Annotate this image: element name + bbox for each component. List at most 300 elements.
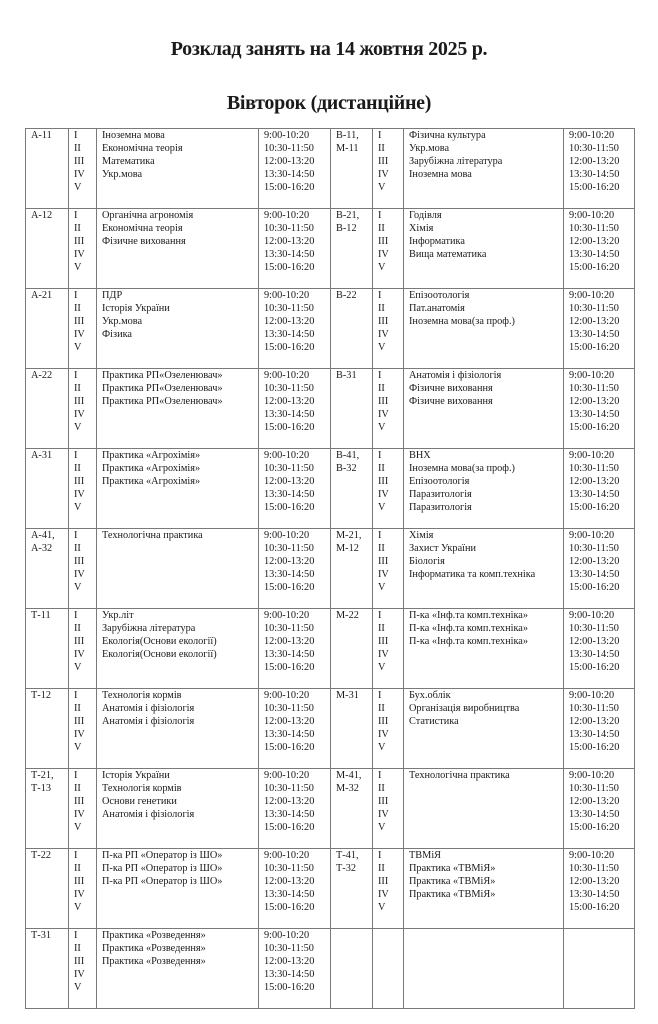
time-slot: 9:00-10:20	[569, 450, 615, 461]
group-cell	[331, 209, 373, 289]
period-number: III	[74, 875, 85, 887]
period-number: V	[378, 341, 386, 353]
group-cell	[26, 689, 69, 769]
time-slot: 9:00-10:20	[569, 370, 615, 381]
time-slot: 9:00-10:20	[264, 530, 310, 541]
time-slot: 15:00-16:20	[264, 661, 315, 673]
page-subtitle: Вівторок (дистанційне)	[226, 92, 432, 114]
period-number-cell	[373, 769, 404, 849]
period-number: I	[378, 690, 382, 701]
time-slot: 9:00-10:20	[569, 210, 615, 221]
period-number: II	[378, 622, 385, 634]
time-slot: 12:00-13:20	[569, 875, 620, 887]
period-number: III	[74, 635, 85, 647]
period-number: II	[378, 702, 385, 714]
time-slot: 15:00-16:20	[264, 181, 315, 193]
group-cell	[331, 769, 373, 849]
time-slot: 9:00-10:20	[264, 850, 310, 861]
table-row	[26, 209, 635, 289]
group-name: В-41,	[336, 450, 360, 461]
subject-name: Хімія	[409, 222, 434, 234]
period-number: IV	[378, 728, 389, 740]
period-number: III	[74, 155, 85, 167]
subject-name: Зарубіжна література	[409, 155, 503, 167]
subject-name: Зарубіжна література	[102, 622, 196, 634]
period-number: IV	[378, 568, 389, 580]
group-cell	[331, 529, 373, 609]
subject-name: Фізика	[102, 328, 132, 340]
time-slot: 15:00-16:20	[569, 821, 620, 833]
period-number-cell	[69, 849, 97, 929]
period-number: IV	[74, 888, 85, 900]
group-name: А-21	[31, 290, 53, 301]
subject-name: Іноземна мова(за проф.)	[409, 315, 515, 327]
times-cell	[564, 609, 635, 689]
time-slot: 15:00-16:20	[569, 501, 620, 513]
group-cell	[331, 289, 373, 369]
subject-name: Фізичне виховання	[102, 235, 186, 247]
subject-name: Захист України	[409, 542, 477, 554]
subject-name: Укр.мова	[102, 168, 143, 180]
time-slot: 10:30-11:50	[264, 942, 314, 954]
times-cell	[259, 849, 331, 929]
period-number: IV	[74, 968, 85, 980]
times-cell	[564, 849, 635, 929]
time-slot: 9:00-10:20	[264, 210, 310, 221]
period-number: I	[378, 290, 382, 301]
subjects-cell	[404, 769, 564, 849]
time-slot: 10:30-11:50	[569, 142, 619, 154]
subject-name: Вища математика	[409, 248, 487, 260]
time-slot: 10:30-11:50	[264, 462, 314, 474]
time-slot: 13:30-14:50	[569, 488, 620, 500]
time-slot: 10:30-11:50	[569, 622, 619, 634]
group-name: А-11	[31, 130, 52, 141]
time-slot: 13:30-14:50	[264, 568, 315, 580]
group-name: М-11	[336, 142, 359, 154]
table-row	[26, 689, 635, 769]
period-number: I	[74, 530, 78, 541]
times-cell	[259, 929, 331, 1009]
group-name: В-12	[336, 222, 357, 234]
group-name: Т-41,	[336, 850, 359, 861]
subject-name: П-ка «Інф.та комп.техніка»	[409, 635, 529, 647]
period-number: V	[74, 821, 82, 833]
times-cell	[259, 129, 331, 209]
period-number: II	[74, 622, 81, 634]
time-slot: 9:00-10:20	[569, 130, 615, 141]
period-number: I	[378, 370, 382, 381]
time-slot: 9:00-10:20	[264, 930, 310, 941]
group-name: М-21,	[336, 530, 362, 541]
period-number: I	[378, 450, 382, 461]
time-slot: 9:00-10:20	[569, 530, 615, 541]
time-slot: 13:30-14:50	[264, 808, 315, 820]
period-number: II	[74, 222, 81, 234]
subject-name: Анатомія і фізіологія	[102, 715, 195, 727]
period-number: II	[378, 142, 385, 154]
subject-name: Практика «Агрохімія»	[102, 475, 201, 487]
time-slot: 15:00-16:20	[569, 341, 620, 353]
period-number: II	[74, 862, 81, 874]
subject-name: Економічна теорія	[102, 142, 183, 154]
subjects-cell	[97, 609, 259, 689]
subject-name: Практика «Розведення»	[102, 930, 206, 941]
times-cell	[564, 209, 635, 289]
time-slot: 9:00-10:20	[569, 290, 615, 301]
subject-name: Технологія кормів	[102, 782, 182, 794]
time-slot: 15:00-16:20	[264, 981, 315, 993]
period-number-cell	[69, 449, 97, 529]
subject-name: Годівля	[409, 210, 442, 221]
period-number: V	[378, 821, 386, 833]
period-number: III	[74, 315, 85, 327]
subject-name: Практика РП«Озеленювач»	[102, 395, 223, 407]
times-cell	[259, 369, 331, 449]
time-slot: 15:00-16:20	[569, 421, 620, 433]
times-cell	[564, 529, 635, 609]
group-name: Т-13	[31, 782, 52, 794]
subject-name: Статистика	[409, 715, 459, 727]
period-number: I	[378, 530, 382, 541]
subject-name: Математика	[102, 155, 155, 167]
subjects-cell	[404, 689, 564, 769]
subject-name: П-ка «Інф.та комп.техніка»	[409, 610, 529, 621]
subject-name: ВНХ	[409, 450, 431, 461]
subject-name: Паразитологія	[409, 488, 472, 500]
times-cell	[564, 129, 635, 209]
subjects-cell	[404, 369, 564, 449]
period-number: II	[378, 542, 385, 554]
period-number: II	[74, 702, 81, 714]
schedule-table	[25, 128, 635, 1009]
subjects-cell	[404, 609, 564, 689]
period-number: I	[74, 370, 78, 381]
subject-name: Анатомія і фізіологія	[102, 702, 195, 714]
period-number: V	[378, 901, 386, 913]
time-slot: 10:30-11:50	[264, 702, 314, 714]
time-slot: 13:30-14:50	[264, 488, 315, 500]
time-slot: 10:30-11:50	[569, 782, 619, 794]
subjects-cell	[97, 529, 259, 609]
subjects-cell	[97, 369, 259, 449]
group-cell	[26, 209, 69, 289]
time-slot: 12:00-13:20	[569, 155, 620, 167]
time-slot: 15:00-16:20	[569, 261, 620, 273]
period-number: IV	[378, 408, 389, 420]
subjects-cell	[97, 209, 259, 289]
time-slot: 13:30-14:50	[569, 408, 620, 420]
subject-name: Інформатика	[409, 235, 465, 247]
time-slot: 15:00-16:20	[569, 901, 620, 913]
times-cell	[564, 769, 635, 849]
period-number: II	[378, 862, 385, 874]
period-number: V	[74, 901, 82, 913]
time-slot: 13:30-14:50	[264, 888, 315, 900]
period-number: III	[378, 715, 389, 727]
period-number: IV	[378, 888, 389, 900]
time-slot: 10:30-11:50	[569, 302, 619, 314]
period-number-cell	[69, 689, 97, 769]
time-slot: 13:30-14:50	[569, 168, 620, 180]
group-name: М-31	[336, 690, 359, 701]
period-number: IV	[378, 248, 389, 260]
time-slot: 10:30-11:50	[569, 862, 619, 874]
time-slot: 10:30-11:50	[264, 382, 314, 394]
time-slot: 13:30-14:50	[264, 328, 315, 340]
period-number: I	[74, 610, 78, 621]
period-number: III	[378, 475, 389, 487]
time-slot: 10:30-11:50	[569, 222, 619, 234]
time-slot: 10:30-11:50	[569, 462, 619, 474]
period-number: I	[74, 290, 78, 301]
subject-name: Біологія	[409, 555, 445, 567]
group-cell	[331, 449, 373, 529]
table-row	[26, 929, 635, 1009]
subject-name: Анатомія і фізіологія	[102, 808, 195, 820]
group-cell	[331, 849, 373, 929]
group-cell	[26, 369, 69, 449]
period-number: III	[74, 715, 85, 727]
subject-name: Іноземна мова	[102, 130, 165, 141]
group-cell	[331, 129, 373, 209]
period-number: II	[74, 302, 81, 314]
time-slot: 9:00-10:20	[264, 130, 310, 141]
subject-name: Фізичне виховання	[409, 395, 493, 407]
time-slot: 13:30-14:50	[569, 248, 620, 260]
subject-name: Технологічна практика	[102, 530, 203, 541]
time-slot: 13:30-14:50	[264, 248, 315, 260]
time-slot: 12:00-13:20	[569, 795, 620, 807]
period-number: I	[74, 210, 78, 221]
period-number: I	[74, 930, 78, 941]
period-number-cell	[69, 369, 97, 449]
subject-name: Технологія кормів	[102, 690, 182, 701]
period-number: IV	[378, 808, 389, 820]
period-number-cell	[69, 769, 97, 849]
period-number: I	[74, 130, 78, 141]
period-number-cell	[69, 529, 97, 609]
subject-name: Практика РП«Озеленювач»	[102, 382, 223, 394]
period-number: I	[378, 610, 382, 621]
period-number-cell	[373, 369, 404, 449]
time-slot: 12:00-13:20	[569, 315, 620, 327]
subject-name: Укр.мова	[102, 315, 143, 327]
time-slot: 9:00-10:20	[264, 690, 310, 701]
times-cell	[259, 609, 331, 689]
time-slot: 10:30-11:50	[264, 142, 314, 154]
subjects-cell	[404, 129, 564, 209]
subjects-cell	[404, 929, 564, 1009]
subjects-cell	[97, 129, 259, 209]
period-number: V	[74, 181, 82, 193]
time-slot: 12:00-13:20	[569, 235, 620, 247]
time-slot: 12:00-13:20	[264, 475, 315, 487]
group-cell	[26, 289, 69, 369]
group-name: М-41,	[336, 770, 362, 781]
subject-name: Історія України	[102, 302, 170, 314]
times-cell	[564, 369, 635, 449]
group-name: Т-22	[31, 850, 52, 861]
time-slot: 12:00-13:20	[264, 635, 315, 647]
subject-name: Практика «Агрохімія»	[102, 450, 201, 461]
group-name: В-11,	[336, 130, 359, 141]
period-number: II	[378, 462, 385, 474]
table-row	[26, 369, 635, 449]
subjects-cell	[404, 849, 564, 929]
times-cell	[259, 529, 331, 609]
group-name: А-12	[31, 210, 53, 221]
period-number: V	[74, 741, 82, 753]
subject-name: Інформатика та комп.техніка	[409, 568, 536, 580]
group-cell	[26, 529, 69, 609]
subject-name: Практика «ТВМіЯ»	[409, 862, 496, 874]
time-slot: 13:30-14:50	[569, 728, 620, 740]
times-cell	[259, 289, 331, 369]
times-cell	[259, 449, 331, 529]
group-name: Т-32	[336, 862, 357, 874]
period-number: IV	[74, 248, 85, 260]
subject-name: Пат.анатомія	[409, 302, 465, 314]
period-number: V	[378, 741, 386, 753]
period-number-cell	[373, 849, 404, 929]
period-number: III	[378, 555, 389, 567]
subject-name: П-ка РП «Оператор із ШО»	[102, 862, 223, 874]
period-number: III	[378, 315, 389, 327]
period-number-cell	[69, 929, 97, 1009]
times-cell	[259, 769, 331, 849]
time-slot: 13:30-14:50	[569, 888, 620, 900]
subject-name: Іноземна мова	[409, 168, 472, 180]
period-number: V	[378, 421, 386, 433]
time-slot: 12:00-13:20	[264, 395, 315, 407]
time-slot: 13:30-14:50	[264, 168, 315, 180]
time-slot: 15:00-16:20	[264, 341, 315, 353]
period-number: II	[378, 302, 385, 314]
time-slot: 10:30-11:50	[264, 542, 314, 554]
time-slot: 13:30-14:50	[569, 808, 620, 820]
time-slot: 15:00-16:20	[264, 821, 315, 833]
time-slot: 10:30-11:50	[264, 622, 314, 634]
time-slot: 12:00-13:20	[264, 875, 315, 887]
period-number: II	[378, 782, 385, 794]
group-name: А-31	[31, 450, 53, 461]
time-slot: 12:00-13:20	[264, 795, 315, 807]
time-slot: 10:30-11:50	[264, 222, 314, 234]
subject-name: Укр.літ	[102, 610, 134, 621]
page-title: Розклад занять на 14 жовтня 2025 р.	[170, 38, 488, 60]
time-slot: 12:00-13:20	[264, 315, 315, 327]
subject-name: ПДР	[102, 290, 123, 301]
period-number: V	[378, 181, 386, 193]
group-name: В-32	[336, 462, 357, 474]
subject-name: ТВМіЯ	[409, 850, 442, 861]
period-number: IV	[74, 568, 85, 580]
period-number: III	[74, 395, 85, 407]
time-slot: 15:00-16:20	[264, 421, 315, 433]
group-cell	[331, 689, 373, 769]
subject-name: Хімія	[409, 530, 434, 541]
period-number: III	[378, 155, 389, 167]
subject-name: Технологічна практика	[409, 770, 510, 781]
period-number: IV	[74, 168, 85, 180]
time-slot: 10:30-11:50	[264, 302, 314, 314]
group-name: Т-12	[31, 690, 52, 701]
time-slot: 9:00-10:20	[264, 370, 310, 381]
group-name: Т-21,	[31, 770, 54, 781]
period-number: IV	[74, 328, 85, 340]
table-row	[26, 769, 635, 849]
time-slot: 9:00-10:20	[569, 610, 615, 621]
time-slot: 9:00-10:20	[264, 770, 310, 781]
time-slot: 9:00-10:20	[264, 290, 310, 301]
subjects-cell	[97, 769, 259, 849]
subject-name: Економічна теорія	[102, 222, 183, 234]
time-slot: 12:00-13:20	[569, 475, 620, 487]
subject-name: Практика «ТВМіЯ»	[409, 875, 496, 887]
period-number: V	[378, 501, 386, 513]
times-cell	[259, 209, 331, 289]
period-number: IV	[378, 648, 389, 660]
period-number: III	[74, 555, 85, 567]
table-row	[26, 609, 635, 689]
period-number: II	[74, 542, 81, 554]
group-cell	[26, 449, 69, 529]
times-cell	[564, 689, 635, 769]
subjects-cell	[97, 449, 259, 529]
subject-name: Паразитологія	[409, 501, 472, 513]
time-slot: 10:30-11:50	[569, 382, 619, 394]
period-number-cell	[373, 529, 404, 609]
group-name: В-31	[336, 370, 357, 381]
subjects-cell	[97, 289, 259, 369]
period-number: V	[74, 581, 82, 593]
time-slot: 10:30-11:50	[569, 542, 619, 554]
group-cell	[331, 929, 373, 1009]
subject-name: Екологія(Основи екології)	[102, 635, 217, 647]
time-slot: 15:00-16:20	[264, 741, 315, 753]
subject-name: Епізоотологія	[409, 475, 470, 487]
table-row	[26, 529, 635, 609]
period-number: III	[378, 635, 389, 647]
period-number: V	[74, 501, 82, 513]
time-slot: 9:00-10:20	[569, 850, 615, 861]
time-slot: 13:30-14:50	[264, 968, 315, 980]
period-number: IV	[378, 168, 389, 180]
group-name: М-12	[336, 542, 359, 554]
period-number: III	[74, 235, 85, 247]
period-number-cell	[373, 689, 404, 769]
period-number: I	[378, 850, 382, 861]
period-number-cell	[69, 129, 97, 209]
time-slot: 9:00-10:20	[569, 690, 615, 701]
table-row	[26, 849, 635, 929]
time-slot: 10:30-11:50	[264, 782, 314, 794]
time-slot: 15:00-16:20	[569, 581, 620, 593]
period-number-cell	[373, 209, 404, 289]
period-number: V	[378, 581, 386, 593]
time-slot: 13:30-14:50	[569, 648, 620, 660]
period-number: IV	[74, 408, 85, 420]
period-number: III	[378, 875, 389, 887]
time-slot: 15:00-16:20	[264, 261, 315, 273]
period-number-cell	[69, 609, 97, 689]
subject-name: Епізоотологія	[409, 290, 470, 301]
time-slot: 15:00-16:20	[569, 661, 620, 673]
period-number: II	[74, 462, 81, 474]
subjects-cell	[404, 209, 564, 289]
period-number: V	[74, 341, 82, 353]
